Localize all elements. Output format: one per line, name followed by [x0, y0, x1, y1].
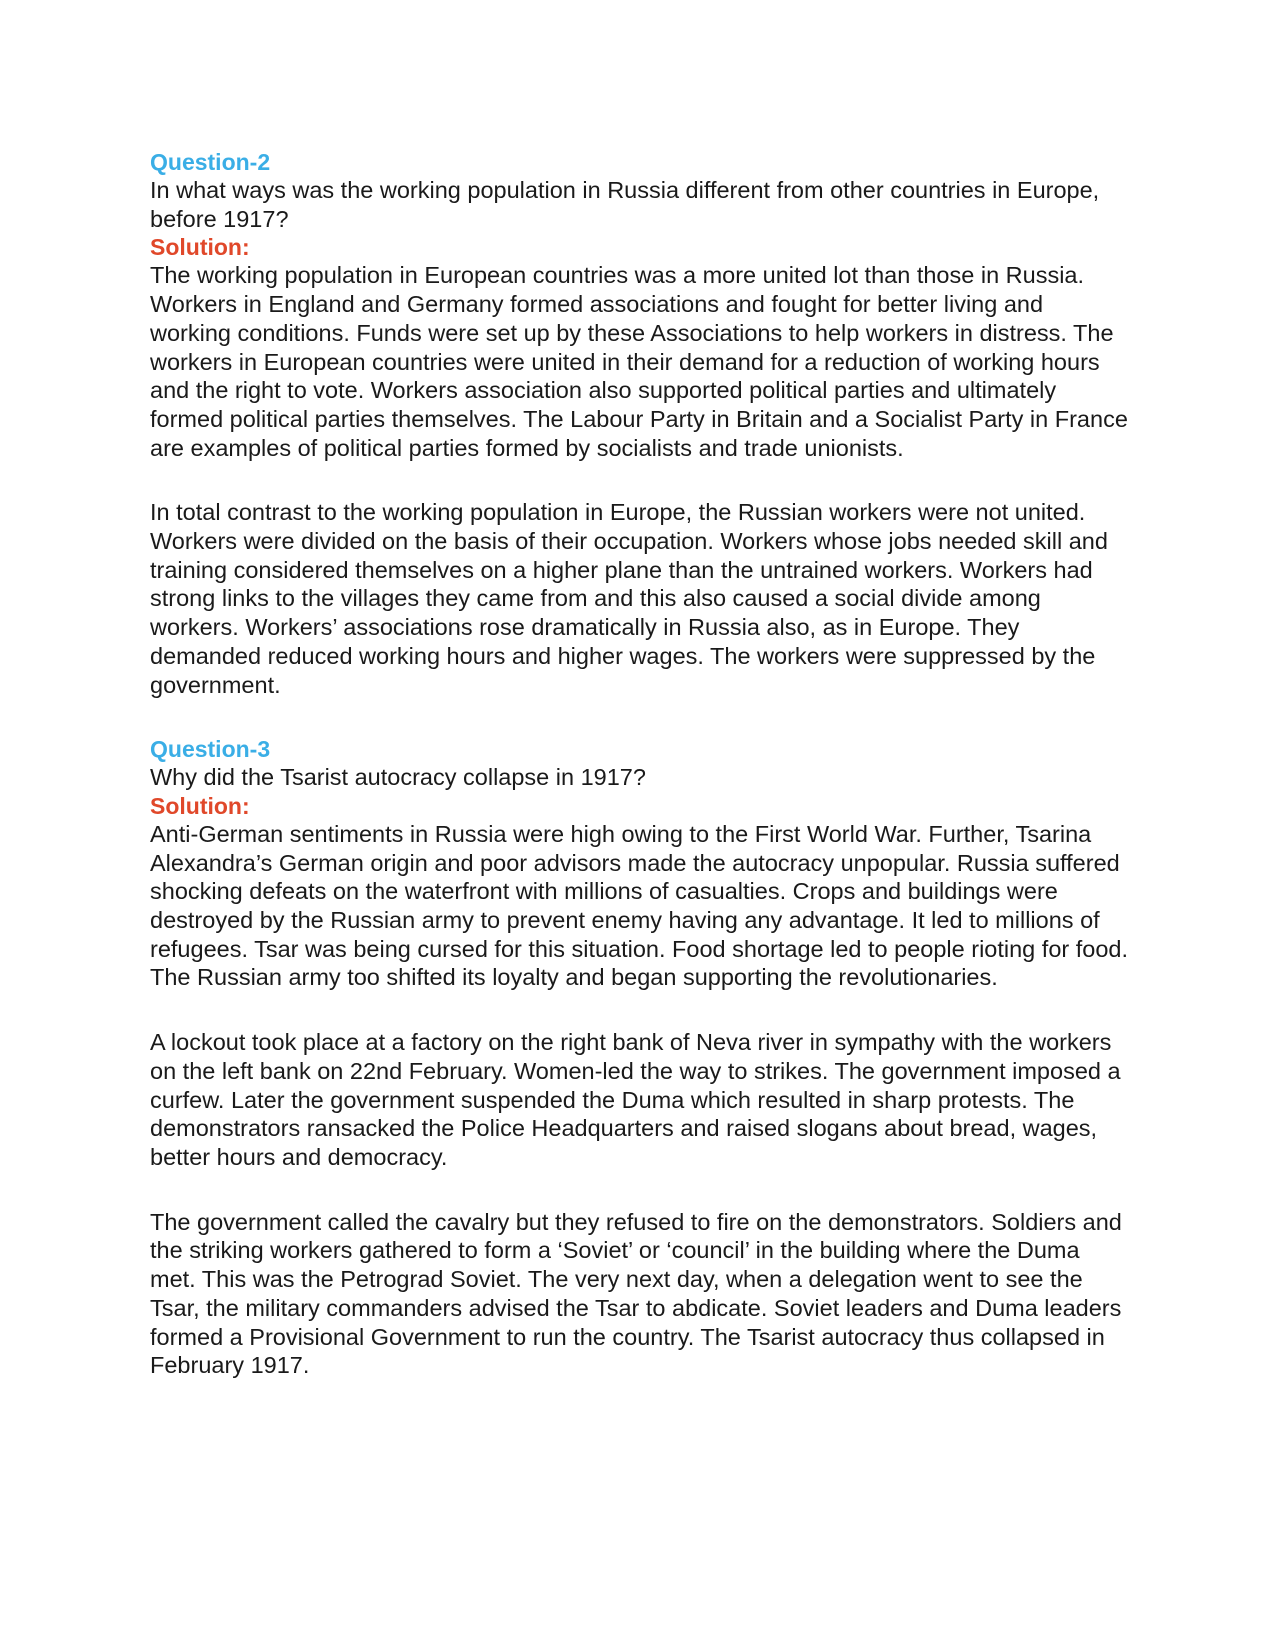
question-text: Why did the Tsarist autocracy collapse in 1917?: [150, 764, 646, 791]
solution-label: Solution:: [150, 792, 250, 819]
solution-label: Solution:: [150, 234, 250, 261]
solution-paragraph: The government called the cavalry but they refused to fire on the demonstrators. Soldiers and the striking workers gathered to form a ‘Soviet’ or ‘council’ in the building where the Duma met. This was the Petrograd Soviet. The very next day, when a delegation went to see the Tsar, the military commanders advised the Tsar to abdicate. Soviet leaders and Duma leaders formed a Provisional Government to run the country. The Tsarist autocracy thus collapsed in February 1917.: [150, 1208, 1122, 1379]
solution-paragraph: Anti-German sentiments in Russia were high owing to the First World War. Further, Tsarina Alexandra’s German origin and poor advisors made the autocracy unpopular. Russia suffered shocking defeats on the waterfront with millions of casualties. Crops and buildings were destroyed by the Russian army to prevent enemy having any advantage. It led to millions of refugees. Tsar was being cursed for this situation. Food shortage led to people rioting for food. The Russian army too shifted its loyalty and began supporting the revolutionaries.: [150, 820, 1129, 991]
question-label: Question-3: [150, 736, 271, 763]
question-text: In what ways was the working population in Russia different from other countries in Europe, before 1917?: [150, 177, 1100, 232]
document-page: [150, 148, 1130, 1380]
question-label: Question-2: [150, 149, 271, 175]
question-section: [150, 148, 1130, 699]
solution-paragraph: The working population in European countries was a more united lot than those in Russia. Workers in England and Germany formed associations and fought for better living and working conditions. Funds were set up by these Associations to help workers in distress. The workers in European countries were united in their demand for a reduction of working hours and the right to vote. Workers association also supported political parties and ultimately formed political parties themselves. The Labour Party in Britain and a Socialist Party in France are examples of political parties formed by socialists and trade unionists.: [150, 262, 1128, 461]
question-section: [150, 735, 1130, 1380]
solution-paragraph: A lockout took place at a factory on the right bank of Neva river in sympathy with the workers on the left bank on 22nd February. Women-led the way to strikes. The government imposed a curfew. Later the government suspended the Duma which resulted in sharp protests. The demonstrators ransacked the Police Headquarters and raised slogans about bread, wages, better hours and democracy.: [150, 1029, 1121, 1170]
solution-paragraph: In total contrast to the working population in Europe, the Russian workers were not united. Workers were divided on the basis of their occupation. Workers whose jobs needed skill and training considered themselves on a higher plane than the untrained workers. Workers had strong links to the villages they came from and this also caused a social divide among workers. Workers’ associations rose dramatically in Russia also, as in Europe. They demanded reduced working hours and higher wages. The workers were suppressed by the government.: [150, 499, 1108, 698]
